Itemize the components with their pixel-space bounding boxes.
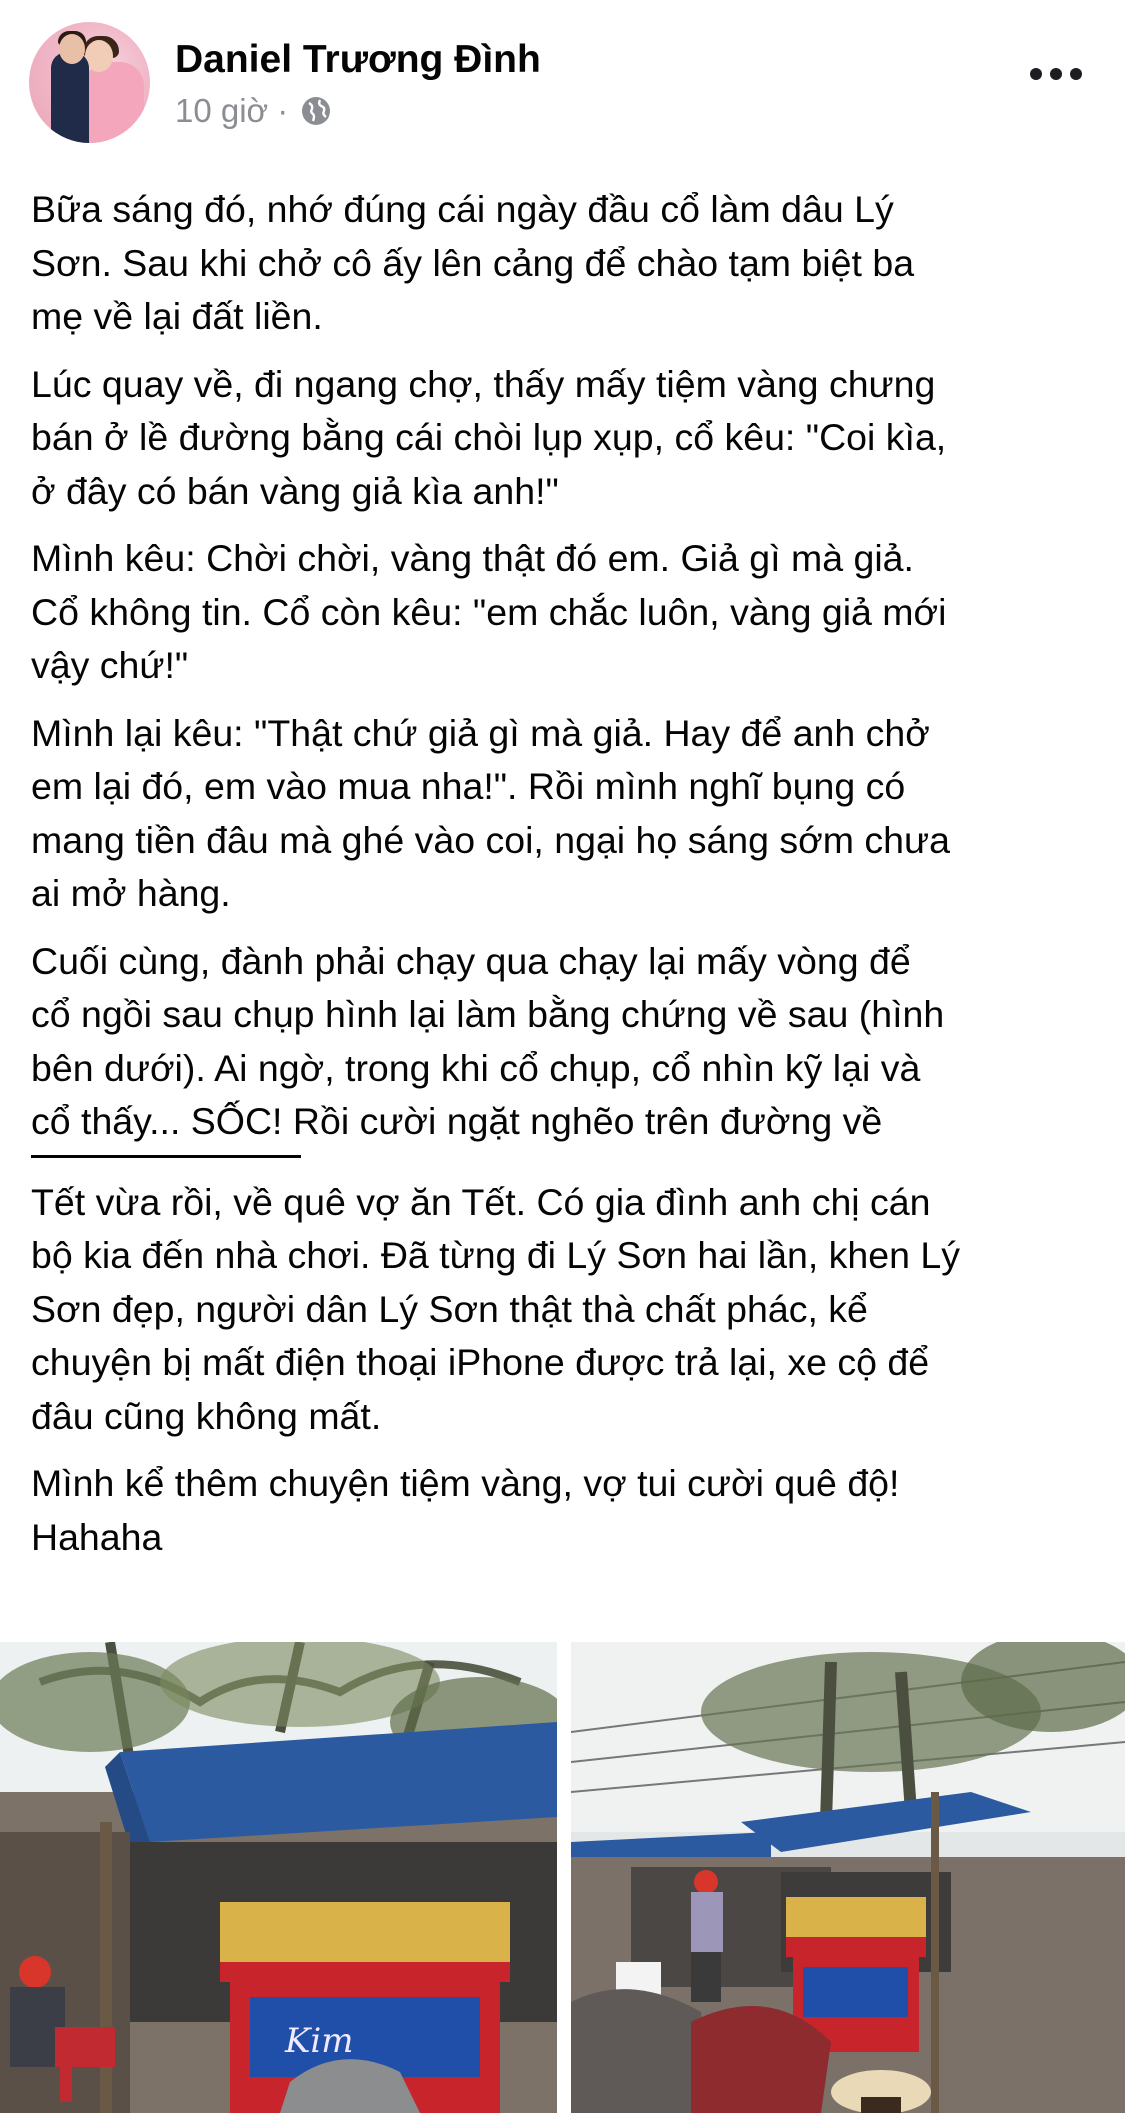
post-paragraph <box>31 935 1106 1149</box>
author-name[interactable]: Daniel Trương Đình <box>175 38 541 81</box>
post-text-line: em lại đó, em vào mua nha!". Rồi mình nghĩ bụng có <box>31 765 906 807</box>
photo-grid <box>0 1642 1125 2113</box>
post-text-line: Bữa sáng đó, nhớ đúng cái ngày đầu cổ làm dâu Lý <box>31 188 894 230</box>
post-text-line: Mình kêu: Chời chời, vàng thật đó em. Giả gì mà giả. <box>31 537 914 579</box>
post-text-line: cổ ngồi sau chụp hình lại làm bằng chứng về sau (hình <box>31 993 945 1035</box>
post-paragraph <box>31 358 1106 519</box>
post-text-line: bên dưới). Ai ngờ, trong khi cổ chụp, cổ nhìn kỹ lại và <box>31 1046 921 1089</box>
post-text-line: ở đây có bán vàng giả kìa anh!" <box>31 469 559 512</box>
globe-icon <box>300 95 332 127</box>
gold-shop-photo-2[interactable] <box>571 1642 1125 2113</box>
post-paragraph <box>31 1176 1106 1444</box>
post-paragraph <box>31 1457 1106 1564</box>
author-avatar[interactable] <box>29 22 150 143</box>
post-text-line: cổ thấy... SỐC! Rồi cười ngặt nghẽo trên đường về <box>31 1100 883 1142</box>
post-text-line: ai mở hàng. <box>31 872 231 914</box>
post-text-line: Hahaha <box>31 1515 163 1558</box>
post-text-line: mang tiền đâu mà ghé vào coi, ngại họ sáng sớm chưa <box>31 818 950 861</box>
post-text-line: Tết vừa rồi, về quê vợ ăn Tết. Có gia đình anh chị cán <box>31 1180 931 1223</box>
post-text-line: mẹ về lại đất liền. <box>31 295 323 337</box>
post-text-line: Mình lại kêu: "Thật chứ giả gì mà giả. Hay để anh chở <box>31 711 930 754</box>
post-text-line: vậy chứ!" <box>31 644 189 686</box>
post-text-line: chuyện bị mất điện thoại iPhone được trả lại, xe cộ để <box>31 1341 930 1383</box>
post-paragraph <box>31 532 1106 693</box>
post-meta <box>175 92 332 130</box>
post-text-line: Cuối cùng, đành phải chạy qua chạy lại mấy vòng để <box>31 939 911 982</box>
post-paragraph <box>31 707 1106 921</box>
post-text-line: Sơn. Sau khi chở cô ấy lên cảng để chào tạm biệt ba <box>31 241 915 284</box>
post-text-line: Mình kể thêm chuyện tiệm vàng, vợ tui cười quê độ! <box>31 1462 900 1504</box>
post-text-line: Sơn đẹp, người dân Lý Sơn thật thà chất phác, kể <box>31 1287 868 1330</box>
post-text-line: Cổ không tin. Cổ còn kêu: "em chắc luôn, vàng giả mới <box>31 590 947 633</box>
post-text-line: bán ở lề đường bằng cái chòi lụp xụp, cổ kêu: "Coi kìa, <box>31 416 947 458</box>
post-text-line: bộ kia đến nhà chơi. Đã từng đi Lý Sơn hai lần, khen Lý <box>31 1234 961 1276</box>
post-text-line: Lúc quay về, đi ngang chợ, thấy mấy tiệm vàng chưng <box>31 362 936 405</box>
text-divider <box>31 1155 301 1158</box>
post-timestamp[interactable]: 10 giờ <box>175 92 269 129</box>
post-body <box>31 183 1106 1578</box>
gold-shop-photo-1[interactable] <box>0 1642 557 2113</box>
post-paragraph <box>31 183 1106 344</box>
shop-sign-text: Kim <box>285 2021 354 2061</box>
more-options-icon[interactable] <box>1030 64 1082 84</box>
meta-separator: · <box>277 92 289 129</box>
post-header <box>0 0 1125 150</box>
post-text-line: đâu cũng không mất. <box>31 1394 382 1437</box>
